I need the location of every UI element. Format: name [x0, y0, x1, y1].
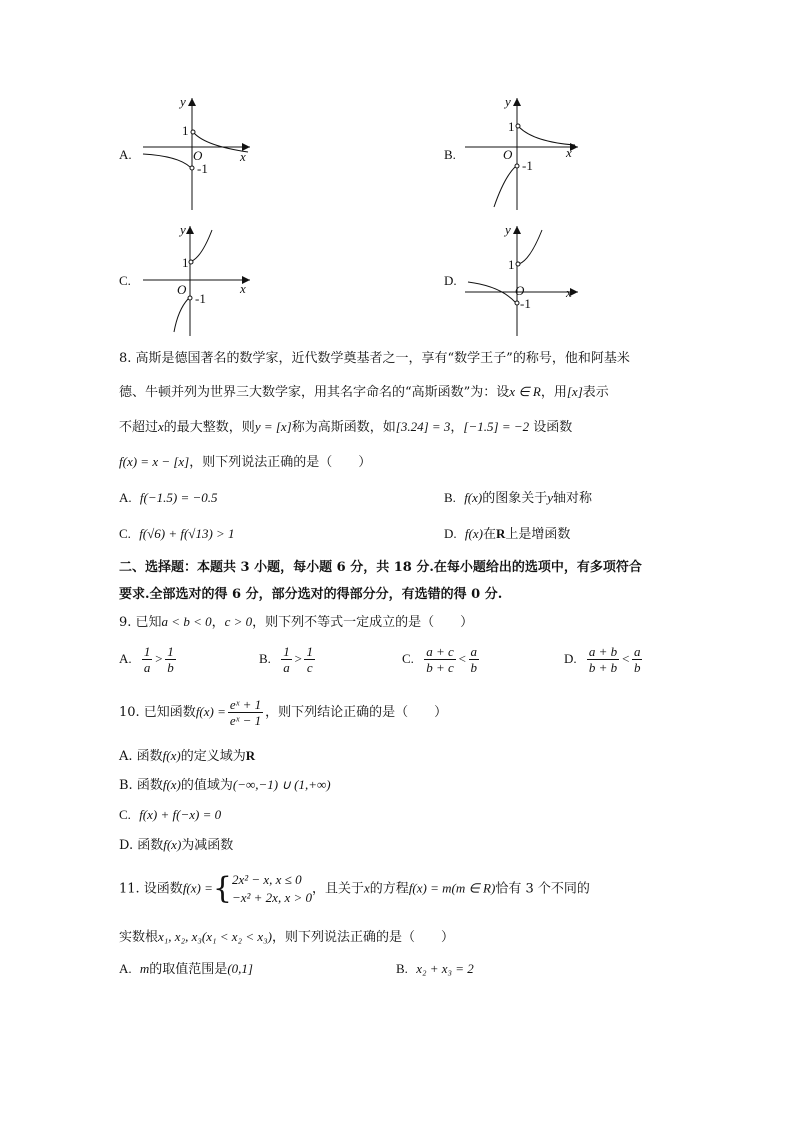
- q10-option-d: D. 函数f(x)为减函数: [119, 837, 234, 853]
- graph-c-tick-1: 1: [182, 255, 189, 270]
- graph-b-tick-neg1: -1: [522, 158, 533, 173]
- graph-d: [460, 218, 585, 338]
- q10-option-b: B. 函数f(x)的值域为(−∞,−1) ∪ (1,+∞): [119, 777, 331, 793]
- q8-option-a: A. f(−1.5) = −0.5: [119, 490, 218, 505]
- graph-b-x-label: x: [566, 145, 572, 160]
- graph-d-tick-1: 1: [508, 257, 515, 272]
- q9-option-c: C. $\frac{a + c}{b + c}$ < $\frac{a}{b}$: [402, 644, 478, 675]
- graph-c-x-label: x: [240, 281, 246, 296]
- graph-d-y-label: y: [505, 222, 511, 237]
- q8-line1: 8. 高斯是德国著名的数学家，近代数学奠基者之一，享有“数学王子”的称号，他和阿基米: [119, 351, 630, 366]
- graph-b-y-label: y: [505, 94, 511, 109]
- graph-a-tick-neg1: -1: [197, 161, 208, 176]
- graph-d-x-label: x: [566, 285, 572, 300]
- q11-option-b: B. x₂ + x₃ = 2: [396, 961, 474, 976]
- option-b-label: B.: [444, 147, 456, 162]
- graph-a-y-label: y: [180, 94, 186, 109]
- q10-option-c: C. f(x) + f(−x) = 0: [119, 807, 222, 822]
- section2-heading-line1: 二、选择题：本题共 3 小题，每小题 6 分，共 18 分.在每小题给出的选项中，有多项符合: [119, 560, 642, 575]
- q8-line3: 不超过x的最大整数，则y = [x]称为高斯函数，如[3.24] = 3，[−1.5] = −2 设函数: [119, 419, 573, 435]
- q11-line2: 实数根x₁, x₂, x₃(x₁ < x₂ < x₃)，则下列说法正确的是（ ）: [119, 929, 454, 945]
- graph-c: [138, 218, 258, 338]
- q9-option-a: A. $\frac{1}{a}$ > $\frac{1}{b}$: [119, 644, 174, 675]
- option-c-label: C.: [119, 273, 131, 288]
- q8-line4: f(x) = x − [x]，则下列说法正确的是（ ）: [119, 454, 372, 470]
- graph-b-origin: O: [503, 147, 513, 162]
- q8-option-c: C. f(√6) + f(√13) > 1: [119, 526, 235, 541]
- q8-option-d: D. f(x)在R上是增函数: [444, 526, 571, 542]
- graph-c-origin: O: [177, 282, 187, 297]
- q11-stem: 11. 设函数f(x) ={ 2x² − x, x ≤ 0 −x² + 2x, x > 0 ，且关于x的方程f(x) = m(m ∈ R)恰有 3 个不同的: [119, 871, 590, 906]
- q8-option-b: B. f(x)的图象关于y轴对称: [444, 490, 593, 506]
- section2-heading-line2: 要求.全部选对的得 6 分，部分选对的得部分分，有选错的得 0 分.: [119, 587, 503, 602]
- option-a-label: A.: [119, 147, 132, 162]
- graph-d-tick-neg1: -1: [520, 296, 531, 311]
- graph-c-y-label: y: [180, 222, 186, 237]
- graph-d-origin: O: [515, 283, 525, 298]
- graph-c-tick-neg1: -1: [195, 291, 206, 306]
- option-d-label: D.: [444, 273, 457, 288]
- q9-option-d: D. $\frac{a + b}{b + b}$ < $\frac{a}{b}$: [564, 644, 641, 675]
- q11-option-a: A. m的取值范围是(0,1]: [119, 961, 253, 977]
- graph-a-tick-1: 1: [182, 123, 189, 138]
- q10-option-a: A. 函数f(x)的定义域为R: [119, 748, 256, 764]
- q9-option-b: B. $\frac{1}{a}$ > $\frac{1}{c}$: [259, 644, 313, 675]
- q8-line2: 德、牛顿并列为世界三大数学家，用其名字命名的“高斯函数”为：设x ∈ R，用[x]表示: [119, 384, 609, 400]
- graph-a-origin: O: [193, 148, 203, 163]
- q9-stem: 9. 已知a < b < 0，c > 0，则下列不等式一定成立的是（ ）: [119, 614, 474, 630]
- graph-a-x-label: x: [240, 149, 246, 164]
- graph-b-tick-1: 1: [508, 119, 515, 134]
- q10-stem: 10. 已知函数f(x) = $\frac{\text{eˣ + 1}}{\text{eˣ − 1}}$ ，则下列结论正确的是（ ）: [119, 697, 448, 728]
